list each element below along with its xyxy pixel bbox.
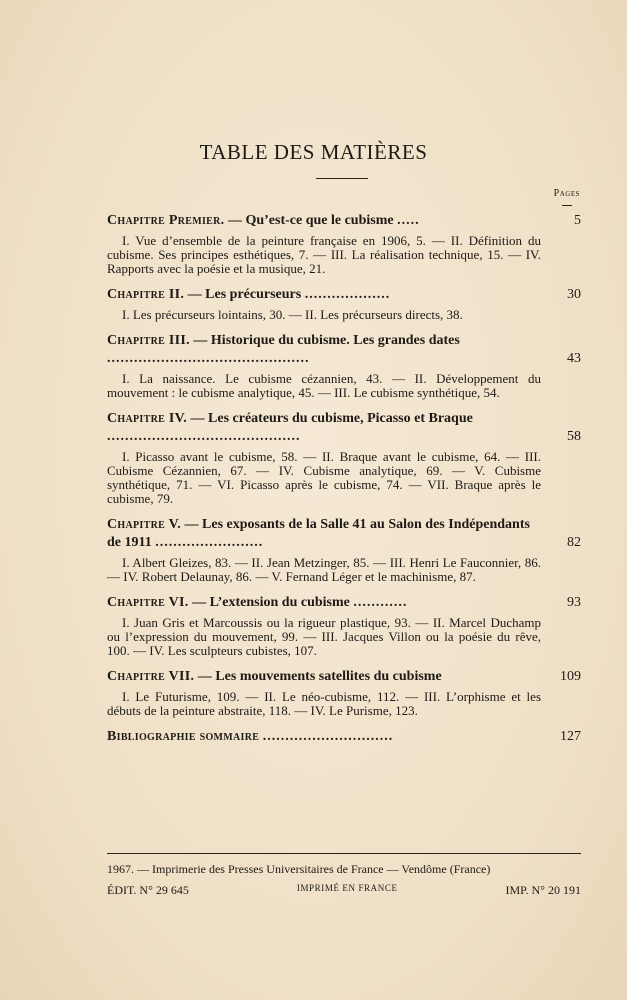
chapter-sections: I. Les précurseurs lointains, 30. — II. Les précurseurs directs, 38. bbox=[122, 307, 463, 322]
chapter-title: Les mouvements satellites du cubisme bbox=[215, 669, 442, 684]
pages-header-rule bbox=[562, 205, 572, 206]
chapter-title: L’extension du cubisme bbox=[209, 595, 350, 610]
table-of-contents bbox=[107, 212, 581, 756]
toc-bibliography bbox=[107, 728, 581, 746]
chapter-title: Historique du cubisme. Les grandes dates bbox=[210, 333, 460, 348]
footer-rule bbox=[107, 853, 581, 854]
toc-chapter-7: Chapitre VII. — Les mouvements satellites du cubisme 109 I. Le Futurisme, 109. — II. Le néo-cubisme, 112. — III. L’orphisme et les débuts de la peinture abstraite, 118. — IV. Le Purisme, 123. bbox=[107, 669, 581, 718]
chapter-label: Chapitre VI. bbox=[107, 595, 189, 610]
chapter-title: Les exposants de la Salle 41 au Salon des Indépendants de 1911 bbox=[107, 517, 530, 550]
chapter-label: Chapitre VII. bbox=[107, 669, 195, 684]
chapter-label: Chapitre V. bbox=[107, 517, 182, 532]
chapter-leader: ................... bbox=[304, 287, 391, 302]
bibliography-page-number: 127 bbox=[560, 729, 581, 744]
chapter-sections: I. Le Futurisme, 109. — II. Le néo-cubisme, 112. — III. L’orphisme et les débuts de la peinture abstraite, 118. — IV. Le Purisme, 123. bbox=[107, 689, 541, 718]
printed-in-france: IMPRIMÉ EN FRANCE bbox=[296, 883, 398, 893]
page-title: TABLE DES MATIÈRES bbox=[199, 140, 428, 164]
title-rule bbox=[316, 178, 368, 179]
chapter-page-number: 82 bbox=[567, 535, 581, 550]
printer-credit: 1967. — Imprimerie des Presses Universitaires de France — Vendôme (France) bbox=[107, 862, 491, 876]
chapter-leader: ........................ bbox=[155, 535, 264, 550]
chapter-sections: I. La naissance. Le cubisme cézannien, 43. — II. Développement du mouvement : le cubisme analytique, 45. — III. Le cubisme synthétique, 54. bbox=[107, 371, 541, 400]
printer-line bbox=[107, 862, 581, 877]
chapter-leader: ..... bbox=[397, 213, 420, 228]
toc-chapter-5: Chapitre V. — Les exposants de la Salle 41 au Salon des Indépendants de 1911 ........................ 82 I. Albert Gleizes, 83. — II. Jean Metzinger, 85. — III. Henri Le Fauconnier, 86. — IV. Robert Delaunay, 86. — V. Fernand Léger et le machinisme, 87. bbox=[107, 517, 581, 584]
edition-line bbox=[107, 883, 581, 898]
chapter-sections: I. Vue d’ensemble de la peinture française en 1906, 5. — II. Définition du cubisme. Ses principes esthétiques, 7. — III. La réalisation technique, 15. — IV. Rapports avec la poésie et la musique, 21. bbox=[107, 233, 541, 276]
chapter-page-number: 109 bbox=[560, 669, 581, 684]
toc-chapter-4: Chapitre IV. — Les créateurs du cubisme, Picasso et Braque ........................................... 58 I. Picasso avant le cubisme, 58. — II. Braque avant le cubisme, 64. — III. Cubisme Cézannien, 67. — IV. Cubisme analytique, 69. — V. Cubisme synthétique, 71. — VI. Picasso après le cubisme, 74. — VII. Braque après le cubisme, 79. bbox=[107, 411, 581, 506]
chapter-page-number: 30 bbox=[567, 287, 581, 302]
chapter-sections: I. Picasso avant le cubisme, 58. — II. Braque avant le cubisme, 64. — III. Cubisme Cézannien, 67. — IV. Cubisme analytique, 69. — V. Cubisme synthétique, 71. — VI. Picasso après le cubisme, 74. — VII. Braque après le cubisme, 79. bbox=[107, 449, 541, 506]
toc-chapter-6: Chapitre VI. — L’extension du cubisme ............ 93 I. Juan Gris et Marcoussis ou la rigueur plastique, 93. — II. Marcel Duchamp ou l’expression du mouvement, 99. — III. Jacques Villon ou la poésie du rêve, 100. — IV. Les sculpteurs cubistes, 107. bbox=[107, 595, 581, 658]
chapter-label: Chapitre IV. bbox=[107, 411, 188, 426]
chapter-title: Qu’est-ce que le cubisme bbox=[245, 213, 394, 228]
chapter-leader: ............ bbox=[353, 595, 408, 610]
chapter-label: Chapitre Premier. bbox=[107, 213, 225, 228]
chapter-label: Chapitre II. bbox=[107, 287, 185, 302]
chapter-title: Les créateurs du cubisme, Picasso et Braque bbox=[208, 411, 473, 426]
pages-column-header: Pages bbox=[553, 188, 580, 199]
chapter-page-number: 5 bbox=[574, 213, 581, 228]
chapter-sections: I. Albert Gleizes, 83. — II. Jean Metzinger, 85. — III. Henri Le Fauconnier, 86. — IV. Robert Delaunay, 86. — V. Fernand Léger et le machinisme, 87. bbox=[107, 555, 541, 584]
bibliography-leader: ............................. bbox=[262, 729, 394, 744]
chapter-leader: ........................................... bbox=[107, 429, 301, 444]
toc-chapter-2: Chapitre II. — Les précurseurs ................... 30 I. Les précurseurs lointains, 30. — II. Les précurseurs directs, 38. bbox=[107, 287, 581, 322]
chapter-label: Chapitre III. bbox=[107, 333, 190, 348]
edition-number: ÉDIT. N° 29 645 bbox=[107, 883, 189, 897]
impression-number: IMP. N° 20 191 bbox=[505, 883, 581, 897]
chapter-page-number: 43 bbox=[567, 351, 581, 366]
chapter-page-number: 58 bbox=[567, 429, 581, 444]
toc-chapter-1: Chapitre Premier. — Qu’est-ce que le cubisme ..... 5 I. Vue d’ensemble de la peinture française en 1906, 5. — II. Définition du cubisme. Ses principes esthétiques, 7. — III. La réalisation technique, 15. — IV. Rapports avec la poésie et la musique, 21. bbox=[107, 213, 581, 276]
bibliography-label: Bibliographie sommaire bbox=[107, 729, 260, 744]
chapter-title: Les précurseurs bbox=[205, 287, 302, 302]
chapter-sections: I. Juan Gris et Marcoussis ou la rigueur plastique, 93. — II. Marcel Duchamp ou l’expression du mouvement, 99. — III. Jacques Villon ou la poésie du rêve, 100. — IV. Les sculpteurs cubistes, 107. bbox=[107, 615, 541, 658]
chapter-page-number: 93 bbox=[567, 595, 581, 610]
toc-chapter-3: Chapitre III. — Historique du cubisme. Les grandes dates ............................................. 43 I. La naissance. Le cubisme cézannien, 43. — II. Développement du mouvement : le cubisme analytique, 45. — III. Le cubisme synthétique, 54. bbox=[107, 333, 581, 400]
chapter-leader: ............................................. bbox=[107, 351, 310, 366]
